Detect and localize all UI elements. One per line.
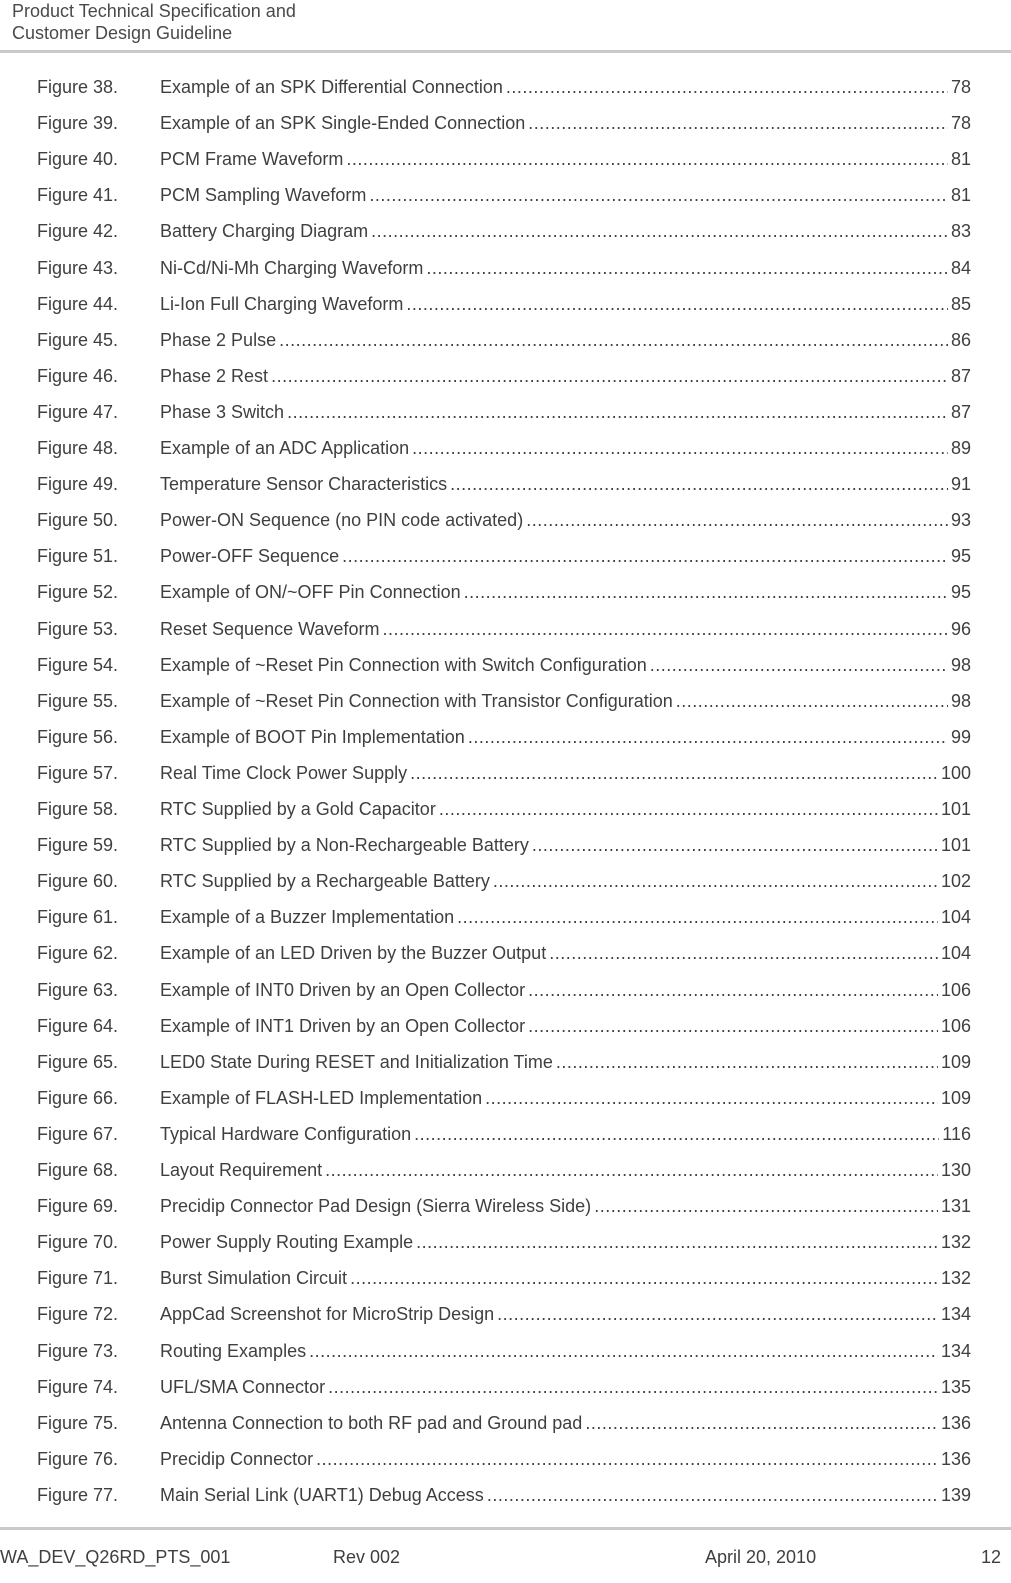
toc-entry-title-line bbox=[160, 394, 971, 430]
toc-entry-figure-number: Figure 54. bbox=[37, 655, 119, 675]
toc-entry-title: Example of an SPK Single-Ended Connection bbox=[160, 113, 526, 133]
toc-entry-page-number: 132 bbox=[940, 1268, 971, 1288]
toc-entry-dot-leader bbox=[325, 1152, 938, 1188]
header-title-line-2: Customer Design Guideline bbox=[12, 23, 233, 43]
toc-entry[interactable] bbox=[0, 1224, 1011, 1260]
toc-entry-title-line bbox=[160, 1477, 971, 1513]
toc-entry-title: RTC Supplied by a Gold Capacitor bbox=[160, 799, 436, 819]
toc-entry-dot-leader bbox=[369, 177, 948, 213]
toc-entry-page-number: 102 bbox=[940, 871, 971, 891]
toc-entry-figure-number: Figure 38. bbox=[37, 77, 119, 97]
toc-entry-figure-number: Figure 71. bbox=[37, 1268, 119, 1288]
toc-entry-dot-leader bbox=[450, 466, 948, 502]
toc-entry-title: Example of ON/~OFF Pin Connection bbox=[160, 582, 461, 602]
toc-entry-page-number: 98 bbox=[950, 691, 971, 711]
toc-entry-figure-number: Figure 75. bbox=[37, 1413, 119, 1433]
toc-entry-title-line bbox=[160, 1152, 971, 1188]
toc-entry[interactable] bbox=[0, 827, 1011, 863]
toc-entry[interactable] bbox=[0, 394, 1011, 430]
toc-entry-title-line bbox=[160, 286, 971, 322]
header-divider bbox=[0, 50, 1011, 53]
toc-entry-figure-number: Figure 56. bbox=[37, 727, 119, 747]
toc-entry[interactable] bbox=[0, 863, 1011, 899]
toc-entry-title-line bbox=[160, 358, 971, 394]
toc-entry-dot-leader bbox=[528, 105, 948, 141]
toc-entry-figure-number: Figure 69. bbox=[37, 1196, 119, 1216]
toc-entry[interactable] bbox=[0, 1260, 1011, 1296]
toc-entry-dot-leader bbox=[594, 1188, 938, 1224]
toc-entry-title-line bbox=[160, 502, 971, 538]
toc-entry-title: Power Supply Routing Example bbox=[160, 1232, 414, 1252]
toc-entry-figure-number: Figure 48. bbox=[37, 438, 119, 458]
toc-entry-title-line bbox=[160, 1008, 971, 1044]
toc-entry-dot-leader bbox=[410, 755, 938, 791]
toc-entry-figure-number: Figure 64. bbox=[37, 1016, 119, 1036]
toc-entry-page-number: 106 bbox=[940, 1016, 971, 1036]
toc-entry-title-line bbox=[160, 105, 971, 141]
toc-entry[interactable] bbox=[0, 1080, 1011, 1116]
toc-entry-page-number: 87 bbox=[950, 366, 971, 386]
toc-entry-title-line bbox=[160, 141, 971, 177]
header-title-line-1: Product Technical Specification and bbox=[12, 1, 296, 21]
toc-entry-title: Typical Hardware Configuration bbox=[160, 1124, 412, 1144]
toc-entry-title-line bbox=[160, 972, 971, 1008]
toc-entry-title-line bbox=[160, 899, 971, 935]
toc-entry-figure-number: Figure 77. bbox=[37, 1485, 119, 1505]
page-header bbox=[12, 0, 296, 44]
toc-entry-page-number: 81 bbox=[950, 185, 971, 205]
toc-entry-title-line bbox=[160, 177, 971, 213]
toc-entry-page-number: 136 bbox=[940, 1413, 971, 1433]
toc-entry-page-number: 134 bbox=[940, 1304, 971, 1324]
toc-entry[interactable] bbox=[0, 430, 1011, 466]
toc-entry-title: Phase 3 Switch bbox=[160, 402, 285, 422]
toc-entry[interactable] bbox=[0, 1296, 1011, 1332]
toc-entry-figure-number: Figure 52. bbox=[37, 582, 119, 602]
toc-entry-title: Example of ~Reset Pin Connection with Switch Configuration bbox=[160, 655, 647, 675]
toc-entry-page-number: 109 bbox=[940, 1088, 971, 1108]
toc-entry-page-number: 109 bbox=[940, 1052, 971, 1072]
toc-entry-title-line bbox=[160, 1333, 971, 1369]
toc-entry-figure-number: Figure 70. bbox=[37, 1232, 119, 1252]
toc-entry-title: Layout Requirement bbox=[160, 1160, 323, 1180]
toc-entry-title-line bbox=[160, 1116, 971, 1152]
toc-entry-figure-number: Figure 51. bbox=[37, 546, 119, 566]
toc-entry-title-line bbox=[160, 322, 971, 358]
toc-entry-title-line bbox=[160, 755, 971, 791]
toc-entry-title: Precidip Connector bbox=[160, 1449, 314, 1469]
toc-entry-figure-number: Figure 60. bbox=[37, 871, 119, 891]
toc-entry-title-line bbox=[160, 683, 971, 719]
toc-entry-title: AppCad Screenshot for MicroStrip Design bbox=[160, 1304, 495, 1324]
toc-entry-title-line bbox=[160, 1260, 971, 1296]
toc-entry-page-number: 93 bbox=[950, 510, 971, 530]
footer-date: April 20, 2010 bbox=[705, 1547, 817, 1567]
toc-entry-title-line bbox=[160, 466, 971, 502]
toc-entry[interactable] bbox=[0, 972, 1011, 1008]
toc-entry[interactable] bbox=[0, 755, 1011, 791]
toc-entry-figure-number: Figure 57. bbox=[37, 763, 119, 783]
toc-entry-title: Ni-Cd/Ni-Mh Charging Waveform bbox=[160, 258, 424, 278]
toc-entry-figure-number: Figure 40. bbox=[37, 149, 119, 169]
toc-entry-title-line bbox=[160, 1441, 971, 1477]
toc-entry-dot-leader bbox=[406, 286, 948, 322]
toc-entry-page-number: 85 bbox=[950, 294, 971, 314]
toc-entry-figure-number: Figure 49. bbox=[37, 474, 119, 494]
toc-entry-dot-leader bbox=[309, 1333, 938, 1369]
toc-entry-dot-leader bbox=[439, 791, 938, 827]
toc-entry-page-number: 130 bbox=[940, 1160, 971, 1180]
toc-entry[interactable] bbox=[0, 935, 1011, 971]
toc-entry-figure-number: Figure 65. bbox=[37, 1052, 119, 1072]
toc-entry-title-line bbox=[160, 1405, 971, 1441]
toc-entry-title: Example of INT1 Driven by an Open Collector bbox=[160, 1016, 526, 1036]
toc-entry-figure-number: Figure 41. bbox=[37, 185, 119, 205]
toc-entry-title-line bbox=[160, 538, 971, 574]
toc-entry-title: Example of an LED Driven by the Buzzer Output bbox=[160, 943, 547, 963]
toc-entry-figure-number: Figure 43. bbox=[37, 258, 119, 278]
toc-entry-title: Example of a Buzzer Implementation bbox=[160, 907, 455, 927]
toc-entry-figure-number: Figure 66. bbox=[37, 1088, 119, 1108]
toc-entry-page-number: 91 bbox=[950, 474, 971, 494]
toc-entry-page-number: 106 bbox=[940, 980, 971, 1000]
toc-entry-dot-leader bbox=[585, 1405, 938, 1441]
toc-entry[interactable] bbox=[0, 358, 1011, 394]
toc-entry-page-number: 132 bbox=[940, 1232, 971, 1252]
toc-entry-page-number: 104 bbox=[940, 907, 971, 927]
toc-entry-figure-number: Figure 68. bbox=[37, 1160, 119, 1180]
toc-entry-page-number: 135 bbox=[940, 1377, 971, 1397]
toc-entry-title-line bbox=[160, 574, 971, 610]
toc-entry[interactable] bbox=[0, 1477, 1011, 1513]
toc-entry[interactable] bbox=[0, 1369, 1011, 1405]
toc-entry-dot-leader bbox=[487, 1477, 938, 1513]
toc-entry[interactable] bbox=[0, 719, 1011, 755]
toc-entry-figure-number: Figure 47. bbox=[37, 402, 119, 422]
toc-entry[interactable] bbox=[0, 69, 1011, 105]
toc-entry-title: LED0 State During RESET and Initialization Time bbox=[160, 1052, 553, 1072]
toc-entry-title-line bbox=[160, 611, 971, 647]
toc-entry-figure-number: Figure 58. bbox=[37, 799, 119, 819]
toc-entry-dot-leader bbox=[493, 863, 938, 899]
toc-entry-title-line bbox=[160, 1080, 971, 1116]
toc-entry-dot-leader bbox=[279, 322, 948, 358]
toc-entry-title-line bbox=[160, 213, 971, 249]
toc-entry-title: Burst Simulation Circuit bbox=[160, 1268, 348, 1288]
toc-entry-title: Power-ON Sequence (no PIN code activated) bbox=[160, 510, 524, 530]
toc-entry[interactable] bbox=[0, 502, 1011, 538]
toc-entry-title: UFL/SMA Connector bbox=[160, 1377, 326, 1397]
toc-entry-dot-leader bbox=[532, 827, 938, 863]
toc-entry-figure-number: Figure 73. bbox=[37, 1341, 119, 1361]
toc-entry-dot-leader bbox=[316, 1441, 938, 1477]
toc-entry-title-line bbox=[160, 430, 971, 466]
toc-entry-page-number: 78 bbox=[950, 77, 971, 97]
toc-entry-dot-leader bbox=[528, 1008, 938, 1044]
toc-entry-page-number: 134 bbox=[940, 1341, 971, 1361]
toc-entry-figure-number: Figure 46. bbox=[37, 366, 119, 386]
toc-entry[interactable] bbox=[0, 250, 1011, 286]
toc-entry-page-number: 116 bbox=[942, 1124, 971, 1144]
toc-entry-title: Phase 2 Rest bbox=[160, 366, 269, 386]
toc-entry-page-number: 83 bbox=[950, 221, 971, 241]
toc-entry-figure-number: Figure 42. bbox=[37, 221, 119, 241]
toc-entry-title: Li-Ion Full Charging Waveform bbox=[160, 294, 404, 314]
toc-entry[interactable] bbox=[0, 538, 1011, 574]
toc-entry-title: Temperature Sensor Characteristics bbox=[160, 474, 448, 494]
toc-entry-page-number: 96 bbox=[950, 619, 971, 639]
toc-entry-figure-number: Figure 53. bbox=[37, 619, 119, 639]
toc-entry-title: RTC Supplied by a Rechargeable Battery bbox=[160, 871, 490, 891]
toc-entry-title: Real Time Clock Power Supply bbox=[160, 763, 408, 783]
toc-entry-title: Routing Examples bbox=[160, 1341, 307, 1361]
toc-entry[interactable] bbox=[0, 286, 1011, 322]
toc-entry-dot-leader bbox=[328, 1369, 938, 1405]
toc-entry-title: Example of BOOT Pin Implementation bbox=[160, 727, 465, 747]
toc-entry-dot-leader bbox=[426, 250, 948, 286]
toc-entry-page-number: 101 bbox=[940, 799, 971, 819]
toc-entry-page-number: 101 bbox=[940, 835, 971, 855]
toc-entry-title: Reset Sequence Waveform bbox=[160, 619, 380, 639]
toc-entry-page-number: 95 bbox=[950, 546, 971, 566]
toc-entry-title: Example of INT0 Driven by an Open Collector bbox=[160, 980, 526, 1000]
toc-entry-figure-number: Figure 76. bbox=[37, 1449, 119, 1469]
toc-entry-title-line bbox=[160, 863, 971, 899]
toc-entry-title-line bbox=[160, 1369, 971, 1405]
toc-entry[interactable] bbox=[0, 791, 1011, 827]
toc-entry-page-number: 98 bbox=[950, 655, 971, 675]
toc-entry-dot-leader bbox=[414, 1116, 939, 1152]
toc-entry[interactable] bbox=[0, 611, 1011, 647]
toc-entry-dot-leader bbox=[650, 647, 948, 683]
toc-entry-title-line bbox=[160, 1224, 971, 1260]
toc-entry-title-line bbox=[160, 1188, 971, 1224]
toc-entry[interactable] bbox=[0, 683, 1011, 719]
toc-entry-page-number: 131 bbox=[940, 1196, 971, 1216]
toc-entry[interactable] bbox=[0, 322, 1011, 358]
toc-entry-dot-leader bbox=[485, 1080, 938, 1116]
toc-entry-title: Main Serial Link (UART1) Debug Access bbox=[160, 1485, 484, 1505]
toc-entry-title-line bbox=[160, 69, 971, 105]
toc-entry-dot-leader bbox=[412, 430, 948, 466]
toc-entry[interactable] bbox=[0, 1188, 1011, 1224]
toc-entry-figure-number: Figure 62. bbox=[37, 943, 119, 963]
toc-entry-title: Power-OFF Sequence bbox=[160, 546, 340, 566]
toc-entry[interactable] bbox=[0, 574, 1011, 610]
toc-entry-page-number: 104 bbox=[940, 943, 971, 963]
footer-divider bbox=[0, 1527, 1011, 1530]
toc-entry-figure-number: Figure 59. bbox=[37, 835, 119, 855]
toc-entry[interactable] bbox=[0, 105, 1011, 141]
toc-entry-title: Antenna Connection to both RF pad and Ground pad bbox=[160, 1413, 583, 1433]
toc-entry-page-number: 139 bbox=[940, 1485, 971, 1505]
toc-entry-page-number: 89 bbox=[950, 438, 971, 458]
toc-entry-figure-number: Figure 63. bbox=[37, 980, 119, 1000]
toc-entry-dot-leader bbox=[457, 899, 938, 935]
toc-entry-dot-leader bbox=[346, 141, 948, 177]
toc-entry-page-number: 100 bbox=[940, 763, 971, 783]
toc-entry-title-line bbox=[160, 791, 971, 827]
toc-entry-title-line bbox=[160, 827, 971, 863]
toc-entry-figure-number: Figure 50. bbox=[37, 510, 119, 530]
toc-entry-dot-leader bbox=[416, 1224, 938, 1260]
toc-entry-dot-leader bbox=[556, 1044, 938, 1080]
toc-entry-dot-leader bbox=[676, 683, 948, 719]
toc-entry-page-number: 136 bbox=[940, 1449, 971, 1469]
toc-entry-figure-number: Figure 39. bbox=[37, 113, 119, 133]
toc-entry-figure-number: Figure 44. bbox=[37, 294, 119, 314]
toc-entry-dot-leader bbox=[382, 611, 948, 647]
toc-entry-figure-number: Figure 72. bbox=[37, 1304, 119, 1324]
toc-entry[interactable] bbox=[0, 1405, 1011, 1441]
page-footer bbox=[0, 1544, 1011, 1570]
toc-entry[interactable] bbox=[0, 466, 1011, 502]
toc-entry-dot-leader bbox=[371, 213, 948, 249]
toc-entry-dot-leader bbox=[271, 358, 948, 394]
toc-entry[interactable] bbox=[0, 213, 1011, 249]
toc-entry-title-line bbox=[160, 1044, 971, 1080]
toc-entry-page-number: 86 bbox=[950, 330, 971, 350]
toc-entry-dot-leader bbox=[497, 1296, 938, 1332]
toc-entry[interactable] bbox=[0, 141, 1011, 177]
footer-document-id: WA_DEV_Q26RD_PTS_001 bbox=[0, 1547, 231, 1567]
toc-entry-figure-number: Figure 74. bbox=[37, 1377, 119, 1397]
toc-entry-title-line bbox=[160, 719, 971, 755]
toc-entry[interactable] bbox=[0, 1333, 1011, 1369]
toc-entry-dot-leader bbox=[506, 69, 948, 105]
toc-entry-page-number: 95 bbox=[950, 582, 971, 602]
toc-entry-title-line bbox=[160, 1296, 971, 1332]
toc-entry-dot-leader bbox=[287, 394, 948, 430]
toc-entry-title: Example of ~Reset Pin Connection with Transistor Configuration bbox=[160, 691, 673, 711]
toc-entry-page-number: 78 bbox=[950, 113, 971, 133]
toc-entry-title-line bbox=[160, 935, 971, 971]
toc-entry-title: Example of FLASH-LED Implementation bbox=[160, 1088, 483, 1108]
toc-entry[interactable] bbox=[0, 1008, 1011, 1044]
toc-entry-figure-number: Figure 55. bbox=[37, 691, 119, 711]
toc-entry[interactable] bbox=[0, 1116, 1011, 1152]
toc-entry-title: Phase 2 Pulse bbox=[160, 330, 277, 350]
toc-entry-dot-leader bbox=[528, 972, 938, 1008]
toc-entry-figure-number: Figure 61. bbox=[37, 907, 119, 927]
toc-entry-dot-leader bbox=[549, 935, 938, 971]
toc-entry[interactable] bbox=[0, 899, 1011, 935]
toc-entry-title: Example of an ADC Application bbox=[160, 438, 410, 458]
toc-entry-page-number: 81 bbox=[950, 149, 971, 169]
toc-entry[interactable] bbox=[0, 1441, 1011, 1477]
toc-entry[interactable] bbox=[0, 1044, 1011, 1080]
toc-entry-dot-leader bbox=[342, 538, 948, 574]
toc-entry-figure-number: Figure 67. bbox=[37, 1124, 119, 1144]
toc-entry-page-number: 99 bbox=[950, 727, 971, 747]
toc-entry-title: RTC Supplied by a Non-Rechargeable Battery bbox=[160, 835, 529, 855]
toc-entry[interactable] bbox=[0, 647, 1011, 683]
toc-entry-title: Example of an SPK Differential Connection bbox=[160, 77, 503, 97]
toc-entry-page-number: 87 bbox=[950, 402, 971, 422]
toc-entry-dot-leader bbox=[468, 719, 948, 755]
footer-revision: Rev 002 bbox=[333, 1547, 401, 1567]
toc-entry-dot-leader bbox=[526, 502, 948, 538]
toc-entry-figure-number: Figure 45. bbox=[37, 330, 119, 350]
toc-entry-title-line bbox=[160, 647, 971, 683]
toc-entry-title-line bbox=[160, 250, 971, 286]
footer-page-number: 12 bbox=[980, 1547, 1001, 1567]
toc-entry[interactable] bbox=[0, 1152, 1011, 1188]
toc-entry-page-number: 84 bbox=[950, 258, 971, 278]
toc-entry-title: Precidip Connector Pad Design (Sierra Wireless Side) bbox=[160, 1196, 592, 1216]
toc-entry-title: Battery Charging Diagram bbox=[160, 221, 369, 241]
toc-entry-title: PCM Frame Waveform bbox=[160, 149, 344, 169]
toc-entry[interactable] bbox=[0, 177, 1011, 213]
toc-entry-title: PCM Sampling Waveform bbox=[160, 185, 367, 205]
toc-entry-dot-leader bbox=[350, 1260, 938, 1296]
toc-entry-dot-leader bbox=[464, 574, 948, 610]
